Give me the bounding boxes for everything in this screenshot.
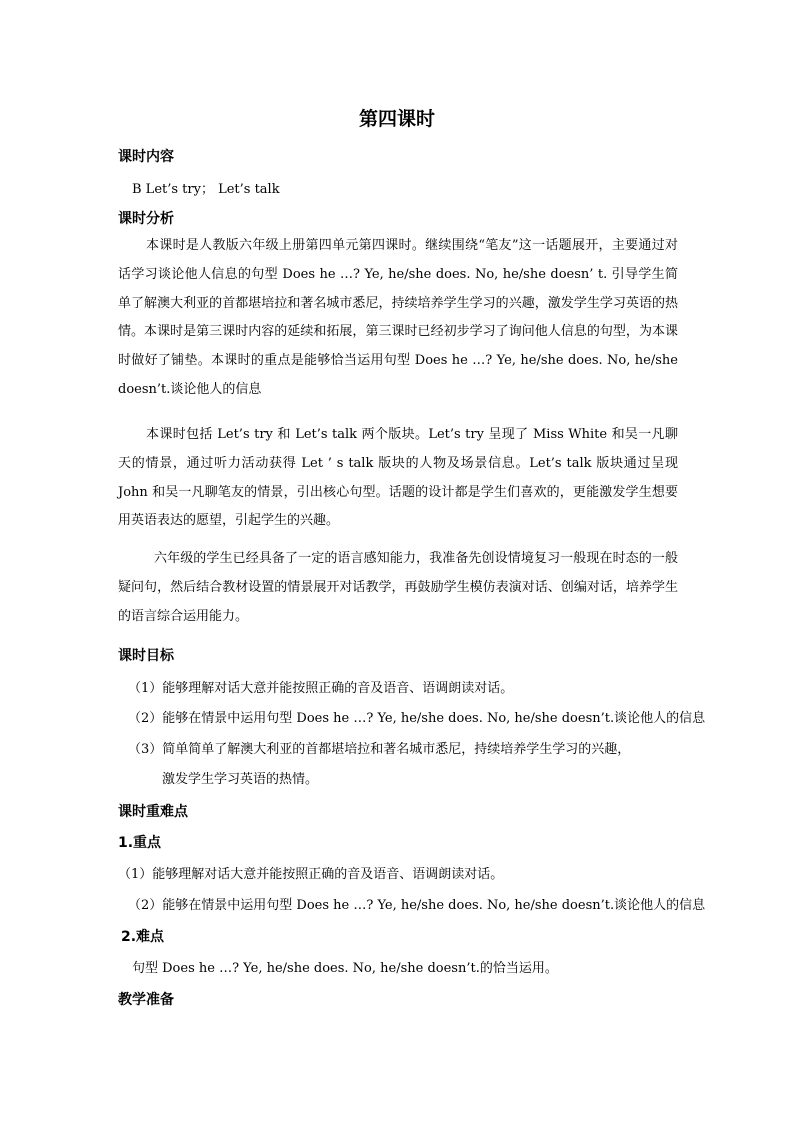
analysis-paragraph-2: 本课时包括 Let’s try 和 Let’s talk 两个版块。Let’s try 呈现了 Miss White 和吴一凡聊天的情景，通过听力活动获得 Let ’ s talk 版块的人物及场景信息。Let’s talk 版块通过呈现 John 和吴一凡聊笔友的情景，引出核心句型。话题的设计都是学生们喜欢的，更能激发学生想要用英语表达的愿望，引起学生的兴趣。: [118, 427, 678, 529]
section-heading-keypoints: 课时重难点: [118, 804, 188, 820]
page-title: 第四课时: [358, 108, 435, 130]
section-heading-analysis: 课时分析: [118, 211, 174, 227]
goal-item-1: （1）能够理解对话大意并能按照正确的音及语音、语调朗读对话。: [128, 681, 514, 696]
key-points-label: 1.重点: [118, 835, 162, 851]
difficulty-text: 句型 Does he …? Ye, he/she does. No, he/she doesn’t.的恰当运用。: [132, 961, 558, 976]
difficulty-label: 2.难点: [121, 929, 165, 945]
section-heading-goals: 课时目标: [118, 648, 174, 664]
content-text: B Let’s try； Let’s talk: [132, 182, 280, 197]
key-point-1: （1）能够理解对话大意并能按照正确的音及语音、语调朗读对话。: [118, 867, 504, 882]
analysis-paragraph-1: 本课时是人教版六年级上册第四单元第四课时。继续围绕“笔友”这一话题展开，主要通过对话学习谈论他人信息的句型 Does he …? Ye, he/she does. No, he/she doesn’ t. 引导学生简单了解澳大利亚的首都堪培拉和著名城市悉尼，持续培养学生学习的兴趣，激发学生学习英语的热情。本课时是第三课时内容的延续和拓展，第三课时已经初步学习了询问他人信息的句型，为本课时做好了铺垫。本课时的重点是能够恰当运用句型 Does he …? Ye, he/she does. No, he/she doesn’t.谈论他人的信息: [118, 238, 678, 397]
section-heading-preparation: 教学准备: [118, 992, 174, 1008]
section-heading-content: 课时内容: [118, 149, 174, 165]
goal-item-3-continued: 激发学生学习英语的热情。: [162, 772, 319, 787]
analysis-paragraph-3: 六年级的学生已经具备了一定的语言感知能力，我准备先创设情境复习一般现在时态的一般疑问句，然后结合教材设置的情景展开对话教学，再鼓励学生模仿表演对话、创编对话，培养学生的语言综合运用能力。: [118, 551, 678, 624]
goal-item-2: （2）能够在情景中运用句型 Does he …? Ye, he/she does. No, he/she doesn’t.谈论他人的信息: [128, 711, 706, 726]
key-point-2: （2）能够在情景中运用句型 Does he …? Ye, he/she does. No, he/she doesn’t.谈论他人的信息: [128, 898, 706, 913]
goal-item-3: （3）简单简单了解澳大利亚的首都堪培拉和著名城市悉尼，持续培养学生学习的兴趣，: [128, 742, 631, 757]
